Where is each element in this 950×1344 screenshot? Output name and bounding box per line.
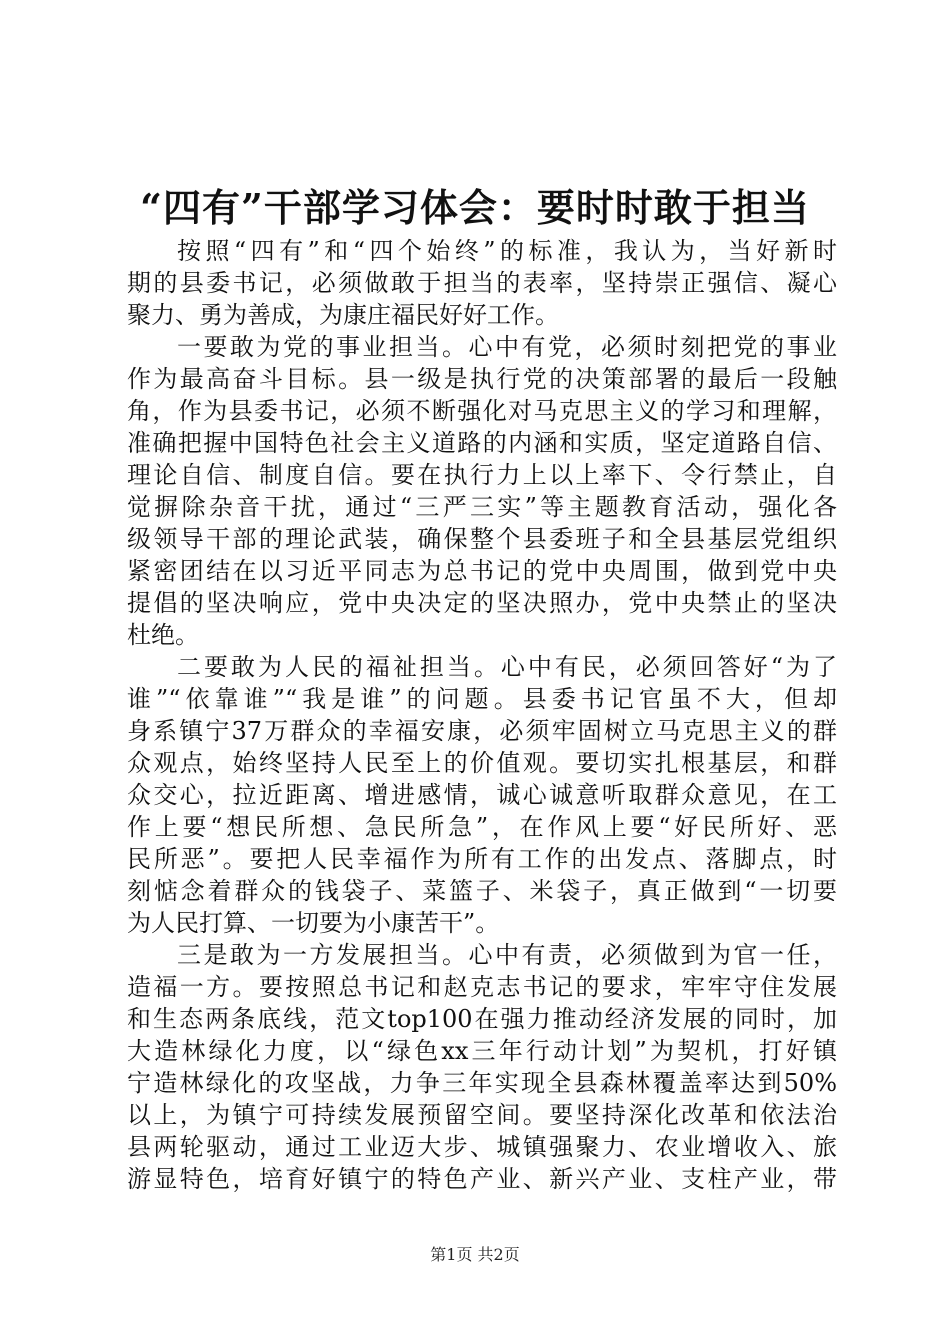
paragraph-line: 级领导干部的理论武装，确保整个县委班子和全县基层党组织 (127, 525, 837, 553)
paragraph-line: 聚力、勇为善成，为康庄福民好好工作。 (127, 301, 559, 329)
paragraph-line: 众交心，拉近距离、增进感情，诚心诚意听取群众意见，在工 (127, 781, 837, 809)
document-title: “四有”干部学习体会：要时时敢于担当 (140, 185, 810, 230)
paragraph-line: 杜绝。 (127, 621, 199, 649)
paragraph-line: 宁造林绿化的攻坚战，力争三年实现全县森林覆盖率达到50% (127, 1069, 837, 1097)
paragraph-line: 准确把握中国特色社会主义道路的内涵和实质，坚定道路自信、 (127, 429, 837, 457)
paragraph-line: 身系镇宁37万群众的幸福安康，必须牢固树立马克思主义的群 (127, 717, 837, 745)
paragraph-line: 三是敢为一方发展担当。心中有责，必须做到为官一任， (177, 941, 837, 969)
paragraph-line: 大造林绿化力度，以“绿色xx三年行动计划”为契机，打好镇 (127, 1037, 837, 1065)
paragraph-line: 县两轮驱动，通过工业迈大步、城镇强聚力、农业增收入、旅 (127, 1133, 837, 1161)
paragraph-line: 众观点，始终坚持人民至上的价值观。要切实扎根基层，和群 (127, 749, 837, 777)
page-number-footer: 第1页 共2页 (430, 1245, 520, 1264)
paragraph-line: 作为最高奋斗目标。县一级是执行党的决策部署的最后一段触 (127, 365, 837, 393)
paragraph-line: 刻惦念着群众的钱袋子、菜篮子、米袋子，真正做到“一切要 (127, 877, 837, 905)
paragraph-line: 造福一方。要按照总书记和赵克志书记的要求，牢牢守住发展 (127, 973, 837, 1001)
paragraph-line: 按照“四有”和“四个始终”的标准，我认为，当好新时 (177, 237, 837, 265)
paragraph-line: 紧密团结在以习近平同志为总书记的党中央周围，做到党中央 (127, 557, 837, 585)
paragraph-line: 理论自信、制度自信。要在执行力上以上率下、令行禁止，自 (127, 461, 837, 489)
paragraph-line: 提倡的坚决响应，党中央决定的坚决照办，党中央禁止的坚决 (127, 589, 837, 617)
paragraph-line: 和生态两条底线，范文top100在强力推动经济发展的同时，加 (127, 1005, 837, 1033)
paragraph-line: 期的县委书记，必须做敢于担当的表率，坚持崇正强信、凝心 (127, 269, 837, 297)
paragraph-line: 二要敢为人民的福祉担当。心中有民，必须回答好“为了 (177, 653, 837, 681)
paragraph-line: 一要敢为党的事业担当。心中有党，必须时刻把党的事业 (177, 333, 837, 361)
document-body (127, 235, 837, 1195)
paragraph-line: 谁”“依靠谁”“我是谁”的问题。县委书记官虽不大，但却 (127, 685, 837, 713)
paragraph-line: 民所恶”。要把人民幸福作为所有工作的出发点、落脚点，时 (127, 845, 837, 873)
paragraph-line: 为人民打算、一切要为小康苦干”。 (127, 909, 500, 937)
paragraph-line: 以上，为镇宁可持续发展预留空间。要坚持深化改革和依法治 (127, 1101, 837, 1129)
paragraph-line: 角，作为县委书记，必须不断强化对马克思主义的学习和理解， (127, 397, 837, 425)
paragraph-line: 作上要“想民所想、急民所急”，在作风上要“好民所好、恶 (127, 813, 837, 841)
paragraph-line: 游显特色，培育好镇宁的特色产业、新兴产业、支柱产业，带 (127, 1165, 837, 1193)
paragraph-line: 觉摒除杂音干扰，通过“三严三实”等主题教育活动，强化各 (127, 493, 837, 521)
